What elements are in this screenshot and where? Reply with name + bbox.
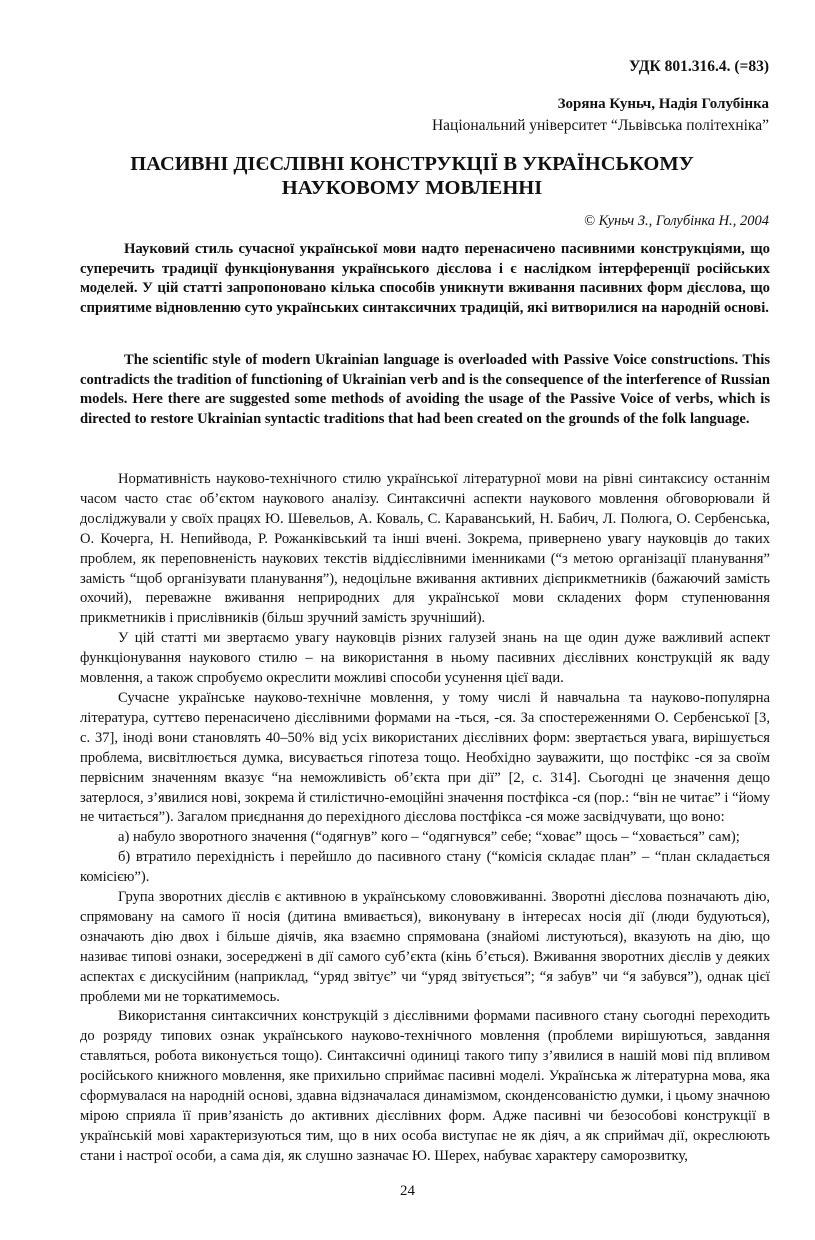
university: Національний університет “Львівська політехніка” [431, 117, 769, 134]
abstract-ukrainian: Науковий стиль сучасної української мови надто перенасичено пасивними конструкціями, що суперечить традиції функціонування українського дієслова і є наслідком інтерференції російських моделей. У цій статті запропоновано кілька способів уникнути вживання пасивних форм дієслова, що сприятиме відновленню суто українських синтаксичних традицій, які витворилися на народній основі. [80, 241, 770, 316]
abstract-english: The scientific style of modern Ukrainian language is overloaded with Passive Voice constructions. This contradicts the tradition of functioning of Ukrainian verb and is the consequence of the interference of Russian models. Here there are suggested some methods of avoiding the usage of the Passive Voice of verbs, which is directed to restore Ukrainian syntactic traditions that had been created on the grounds of the folk language. [80, 352, 770, 427]
body-list-item: а) набуло зворотного значення (“одягнув” кого – “одягнувся” себе; “ховає” щось – “ховається” сам); [118, 829, 740, 846]
body-list-item: б) втратило перехідність і перейшло до пасивного стану (“комісія складає план” – “план складається комісією”). [80, 849, 770, 886]
page-number: 24 [400, 1183, 415, 1199]
body-paragraph: Нормативність науково-технічного стилю української літературної мови на рівні синтаксису останнім часом часто стає об’єктом наукового аналізу. Синтаксичні аспекти наукового мовлення обговорювали й досліджували у своїх працях Ю. Шевельов, А. Коваль, С. Караванський, Н. Бабич, Л. Полюга, О. Сербенська, О. Кочерга, Н. Непийвода, Р. Рожанківський та інші вчені. Зокрема, привернено увагу науковців до таких проблем, як переповненість наукових текстів віддієслівними іменниками (“з метою організації планування” замість “щоб організувати планування”), недоцільне вживання активних дієприкметників (бажаючий замість охочий), переважне вживання неприродних для української мови складених форм ступенювання прикметників і прислівників (більш зручний замість зручніший). [80, 471, 770, 627]
udk-code: УДК 801.316.4. (=83) [629, 58, 769, 75]
article-body [80, 470, 770, 1167]
authors: Зоряна Куньч, Надія Голубінка [557, 96, 769, 112]
body-paragraph: Група зворотних дієслів є активною в українському слововживанні. Зворотні дієслова позначають дію, спрямовану на самого її носія (дитина вмивається), виконувану в інтересах носія дії (люди будуються), означають дію двох і більше діячів, яка взаємно спрямована (знайомі листуються), вказують на дію, що називає типові ознаки, зосереджені в дії самого суб’єкта (кінь б’ється). Вживання зворотних дієслів у деяких аспектах є дискусійним (наприклад, “уряд звітує” чи “уряд звітується”; “я забув” чи “я забувся”), однак цієї проблеми ми не торкатимемось. [80, 889, 770, 1005]
body-paragraph: У цій статті ми звертаємо увагу науковців різних галузей знань на ще один дуже важливий аспект функціонування наукового стилю – на використання в ньому пасивних дієслівних конструкцій як ваду мовлення, а також спробуємо окреслити можливі способи усунення цієї вади. [80, 630, 770, 687]
body-paragraph: Сучасне українське науково-технічне мовлення, у тому числі й навчальна та науково-популярна література, суттєво перенасичено дієслівними формами на -ться, -ся. За спостереженнями О. Сербенської [3, с. 37], іноді вони становлять 40–50% від усіх використаних дієслівних форм: звертається увага, вирішується проблема, висвітлюється думка, висувається гіпотеза тощо. Необхідно зауважити, що постфікс -ся за своїм первісним значенням вказує “на неможливість об’єкта при дії” [2, с. 314]. Сьогодні це значення дещо затерлося, з’явилися нові, зокрема й стилістично-емоційні значення постфікса -ся (пор.: “він не читає” і “йому не читається”). Загалом приєднання до перехідного дієслова постфікса -ся може засвідчувати, що воно: [80, 689, 770, 826]
body-paragraph: Використання синтаксичних конструкцій з дієслівними формами пасивного стану сьогодні переходить до розряду типових ознак українського науково-технічного мовлення (проблеми вирішуються, завдання ставляться, робота виконується тощо). Синтаксичні одиниці такого типу з’явилися в нашій мові під впливом російського книжного мовлення, яке прихильно сприймає пасивні моделі. Українська ж літературна мова, яка сформувалася на народній основі, здавна відзначалася динамізмом, сконденсованістю думки, і цьому значною мірою сприяла її прив’язаність до активних дієслівних форм. Адже пасивні чи безособові конструкції в українській мові характеризуються тим, що в них особа виступає не як діяч, а як сприймач дії, окреслюють стани і настрої особи, а сама дія, як слушно зазначає Ю. Шерех, набуває характеру саморозвитку, [80, 1008, 770, 1164]
copyright: © Куньч З., Голубінка Н., 2004 [583, 213, 769, 229]
article-title: ПАСИВНІ ДІЄСЛІВНІ КОНСТРУКЦІЇ В УКРАЇНСЬКОМУ НАУКОВОМУ МОВЛЕННІ [130, 153, 694, 199]
